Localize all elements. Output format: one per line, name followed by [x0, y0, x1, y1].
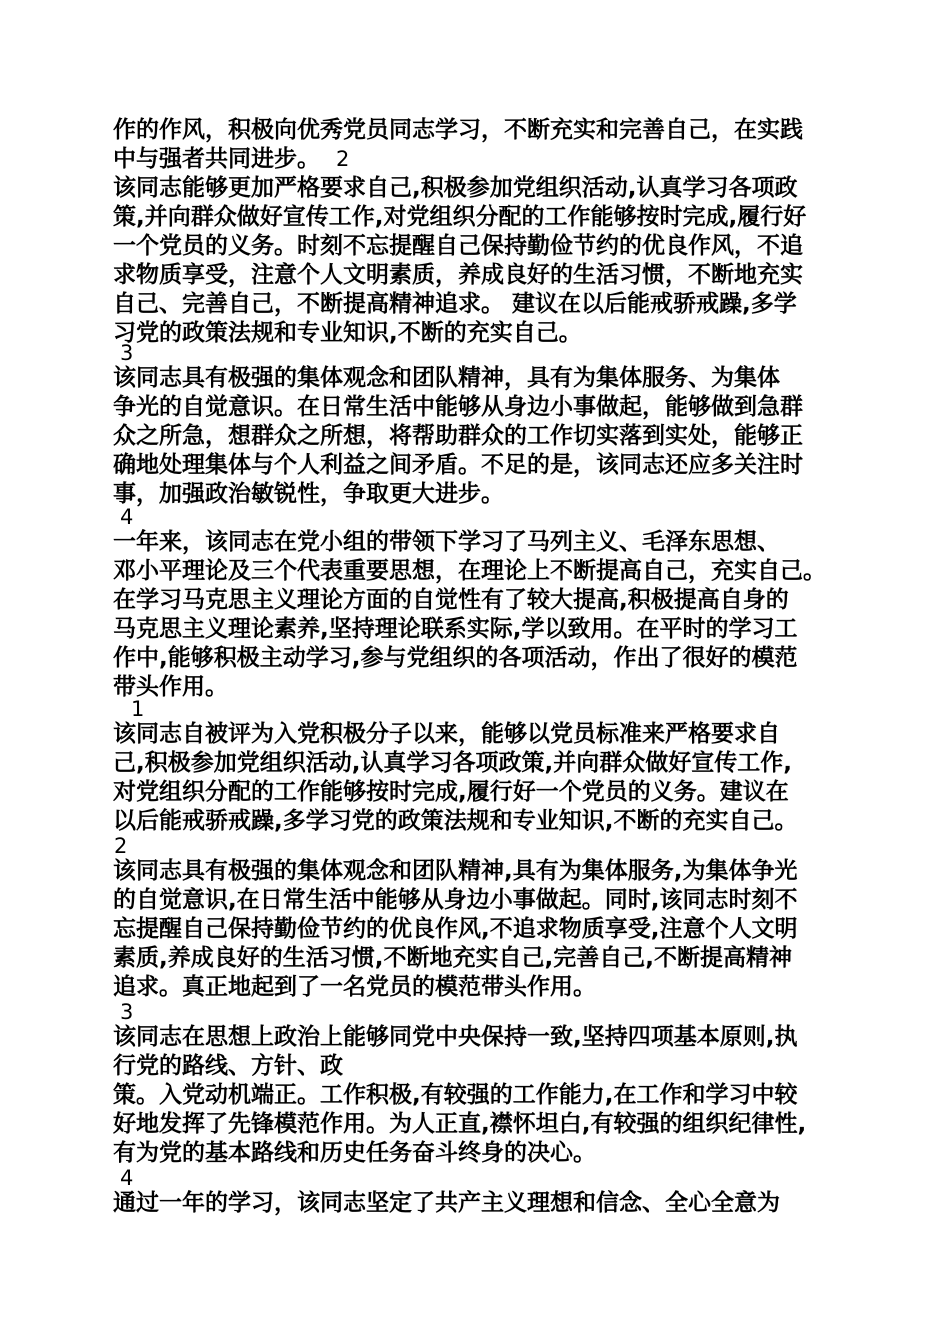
text-line: 求物质享受，注意个人文明素质，养成良好的生活习惯，不断地充实: [113, 262, 803, 288]
text-line: 策,并向群众做好宣传工作,对党组织分配的工作能够按时完成,履行好: [113, 204, 807, 230]
item-number: 3: [120, 1000, 134, 1024]
text-line: 中与强者共同进步。: [113, 146, 320, 172]
text-line: 该同志自被评为入党积极分子以来，能够以党员标准来严格要求自: [113, 721, 780, 747]
text-line: 己,积极参加党组织活动,认真学习各项政策,并向群众做好宣传工作,: [113, 750, 792, 776]
text-line: 行党的路线、方针、政: [113, 1053, 343, 1079]
text-line: 确地处理集体与个人利益之间矛盾。不足的是，该同志还应多关注时: [113, 452, 803, 478]
item-number: 3: [120, 341, 134, 365]
text-line: 追求。真正地起到了一名党员的模范带头作用。: [113, 974, 596, 1000]
text-line: 好地发挥了先锋模范作用。为人正直,襟怀坦白,有较强的组织纪律性,: [113, 1111, 807, 1137]
text-line: 争光的自觉意识。在日常生活中能够从身边小事做起，能够做到急群: [113, 394, 803, 420]
item-number: 4: [120, 505, 134, 529]
text-line: 作的作风，积极向优秀党员同志学习，不断充实和完善自己，在实践: [113, 117, 803, 143]
text-line: 通过一年的学习，该同志坚定了共产主义理想和信念、全心全意为: [113, 1190, 780, 1216]
text-line: 以后能戒骄戒躁,多学习党的政策法规和专业知识,不断的充实自己。: [113, 808, 798, 834]
text-line: 带头作用。: [113, 674, 228, 700]
text-line: 有为党的基本路线和历史任务奋斗终身的决心。: [113, 1140, 596, 1166]
text-line: 作中,能够积极主动学习,参与党组织的各项活动，作出了很好的模范: [113, 645, 798, 671]
text-line: 该同志具有极强的集体观念和团队精神,具有为集体服务,为集体争光: [113, 858, 798, 884]
item-number: 2: [336, 147, 350, 171]
text-line: 素质,养成良好的生活习惯,不断地充实自己,完善自己,不断提高精神: [113, 945, 792, 971]
text-line: 该同志在思想上政治上能够同党中央保持一致,坚持四项基本原则,执: [113, 1024, 798, 1050]
text-line: 策。入党动机端正。工作积极,有较强的工作能力,在工作和学习中较: [113, 1082, 798, 1108]
text-line: 该同志具有极强的集体观念和团队精神，具有为集体服务、为集体: [113, 365, 780, 391]
text-line: 的自觉意识,在日常生活中能够从身边小事做起。同时,该同志时刻不: [113, 887, 798, 913]
text-line: 众之所急，想群众之所想，将帮助群众的工作切实落到实处，能够正: [113, 423, 803, 449]
item-number: 4: [120, 1166, 134, 1190]
text-line: 马克思主义理论素养,坚持理论联系实际,学以致用。在平时的学习工: [113, 616, 798, 642]
text-line: 在学习马克思主义理论方面的自觉性有了较大提高,积极提高自身的: [113, 587, 789, 613]
item-number: 2: [114, 834, 128, 858]
text-line: 一年来，该同志在党小组的带领下学习了马列主义、毛泽东思想、: [113, 529, 780, 555]
text-line: 忘提醒自己保持勤俭节约的优良作风,不追求物质享受,注意个人文明: [113, 916, 798, 942]
text-line: 对党组织分配的工作能够按时完成,履行好一个党员的义务。建议在: [113, 779, 789, 805]
text-line: 自己、完善自己，不断提高精神追求。 建议在以后能戒骄戒躁,多学: [113, 291, 797, 317]
item-number: 1: [131, 697, 145, 721]
text-line: 一个党员的义务。时刻不忘提醒自己保持勤俭节约的优良作风，不追: [113, 233, 803, 259]
text-line: 习党的政策法规和专业知识,不断的充实自己。: [113, 320, 582, 346]
text-line: 该同志能够更加严格要求自己,积极参加党组织活动,认真学习各项政: [113, 175, 798, 201]
text-line: 事，加强政治敏锐性，争取更大进步。: [113, 481, 504, 507]
text-line: 邓小平理论及三个代表重要思想，在理论上不断提高自己，充实自己。: [113, 558, 826, 584]
